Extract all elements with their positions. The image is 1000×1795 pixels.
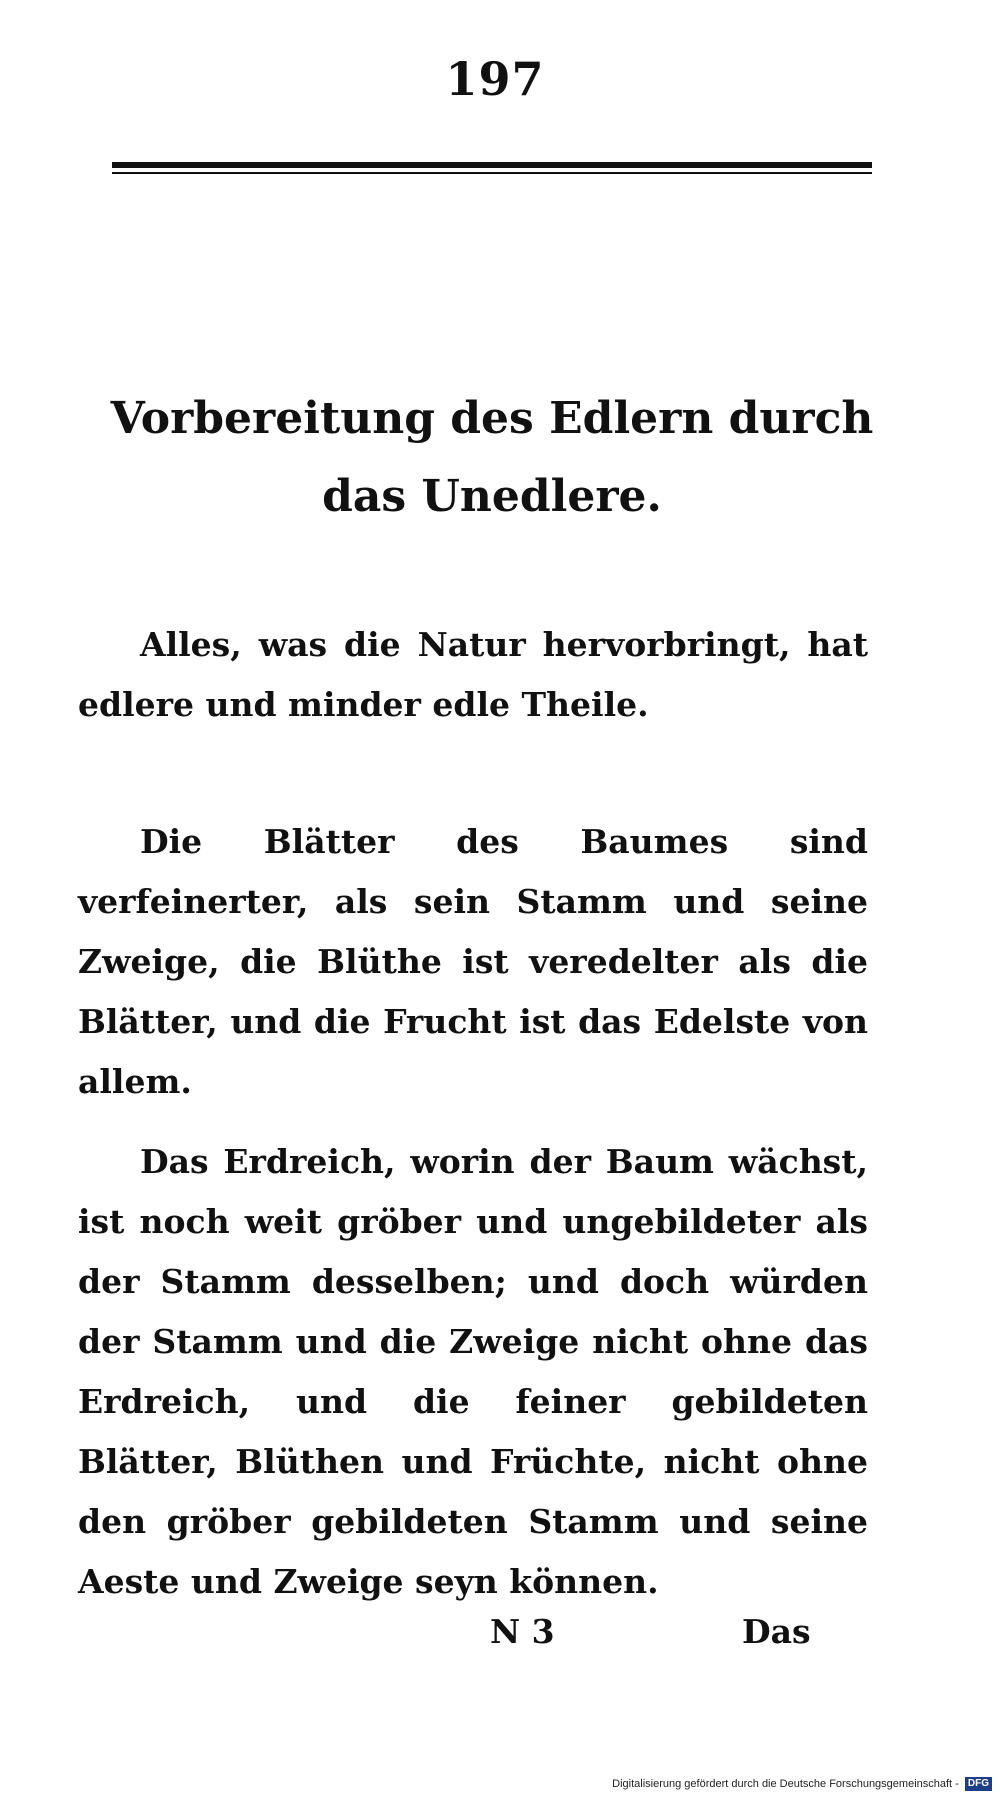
paragraph-3: Das Erdreich, worin der Baum wächst, ist noch weit gröber und ungebildeter als der Stamm desselben; und doch würden der Stamm und die Zweige nicht ohne das Erdreich, und die feiner gebildeten Blätter, Blüthen und Früchte, nicht ohne den gröber gebildeten Stamm und seine Aeste und Zweige seyn können. xyxy=(78,1142,868,1601)
paragraph-1: Alles, was die Natur hervorbringt, hat edlere und minder edle Theile. xyxy=(78,625,868,724)
header-rule xyxy=(112,160,872,178)
catchword: Das xyxy=(742,1612,811,1651)
page-number: 197 xyxy=(445,52,545,106)
dfg-logo-badge: DFG xyxy=(965,1777,992,1791)
header-rule-thick xyxy=(112,162,872,168)
footer-text: Digitalisierung gefördert durch die Deutsche Forschungsgemeinschaft - xyxy=(612,1777,959,1790)
chapter-title: Vorbereitung des Edlern durch das Unedlere. xyxy=(110,393,874,522)
paragraph-2: Die Blätter des Baumes sind verfeinerter, als sein Stamm und seine Zweige, die Blüthe ist veredelter als die Blätter, und die Frucht ist das Edelste von allem. xyxy=(78,822,868,1101)
signature-mark: N 3 xyxy=(490,1612,555,1651)
digitization-footer xyxy=(612,1777,992,1791)
header-rule-thin xyxy=(112,172,872,174)
